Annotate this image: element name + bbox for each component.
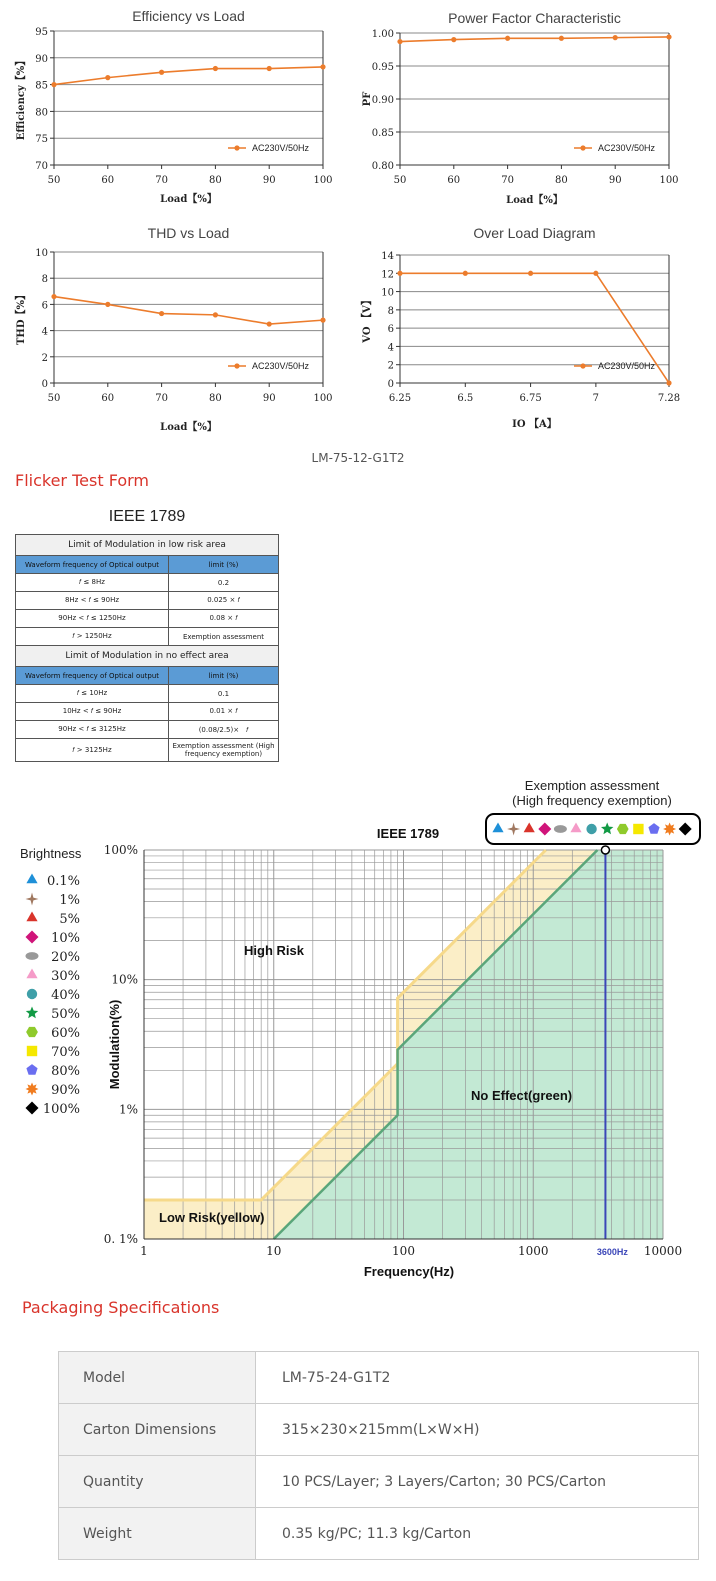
y-axis-label: Efficiency【%】 [16,55,27,141]
brightness-label: 0.1% [46,874,80,889]
data-point [320,318,325,323]
exemption-subtitle: (High frequency exemption) [512,793,672,808]
y-tick-label: 0 [41,379,48,390]
table-cell: 0.025 × 𝑓 [169,592,279,610]
y-axis-label: THD【%】 [16,289,27,346]
brightness-legend [26,874,81,1118]
table-row [59,1404,699,1456]
packaging-section-title: Packaging Specifications [22,1298,220,1317]
flicker-plot-area [104,843,682,1279]
brightness-label: 60% [51,1026,80,1041]
y-tick-label: 10 [35,248,48,259]
row-value: 0.35 kg/PC; 11.3 kg/Carton [256,1508,699,1560]
diamond-marker-icon [26,1102,39,1115]
brightness-label: 1% [59,893,80,908]
x-tick-label: 70 [155,393,168,404]
chart-title: Power Factor Characteristic [448,10,621,26]
brightness-label: 5% [59,912,80,927]
power-factor-chart [362,10,679,206]
x-tick-label: 50 [47,393,61,404]
x-tick-label: 6.5 [457,393,474,404]
y-tick-label: 1% [118,1102,138,1117]
x-tick-label: 90 [262,393,276,404]
y-tick-label: 6 [387,324,394,336]
row-value: 315×230×215mm(L×W×H) [256,1404,699,1456]
y-tick-label: 10% [111,972,138,987]
table-cell: (0.08/2.5)× 𝑓 [169,721,279,739]
ellipse-marker-icon [26,952,39,960]
low-risk-label: Low Risk(yellow) [159,1210,265,1225]
hexagon-marker-icon [26,1027,38,1037]
flicker-chart [0,770,716,1290]
y-tick-label: 2 [387,360,394,372]
x-axis-label: IO 【A】 [512,419,557,430]
x-tick-label: 7.28 [657,393,681,404]
x-tick-label: 100 [313,175,333,186]
no-effect-header: Limit of Modulation in no effect area [16,646,279,667]
table-cell: Exemption assessment (High frequency exemption) [169,739,279,762]
low-risk-header: Limit of Modulation in low risk area [16,535,279,556]
brightness-label: 40% [51,988,80,1003]
x-tick-label: 100 [392,1244,415,1258]
x-tick-label: 80 [555,175,568,186]
y-tick-label: 1.00 [371,29,394,40]
data-point [559,36,564,41]
table-cell: 90Hz < 𝑓 ≤ 3125Hz [16,721,169,739]
table-cell: 0.01 × 𝑓 [169,703,279,721]
efficiency-chart [14,8,333,205]
ieee-limit-table [15,534,279,762]
table-cell: 0.1 [169,685,279,703]
col-frequency-header: Waveform frequency of Optical output [16,667,169,685]
y-tick-label: 75 [35,134,48,146]
legend-label: AC230V/50Hz [598,361,656,371]
data-point [51,294,56,299]
circle-marker-icon [586,824,596,834]
y-tick-label: 0.95 [371,62,394,73]
brightness-title: Brightness [20,846,82,861]
y-tick-label: 95 [35,27,48,38]
x-tick-label: 7 [592,393,600,404]
star8-marker-icon [663,823,676,836]
table-row [59,1456,699,1508]
data-point [213,312,218,317]
y-tick-label: 2 [41,352,48,364]
brightness-label: 100% [42,1102,80,1117]
y-tick-label: 14 [381,251,394,262]
data-point [105,302,110,307]
y-tick-label: 0.85 [371,128,394,139]
table-cell: Exemption assessment [169,628,279,646]
brightness-label: 80% [51,1064,80,1079]
x-tick-label: 70 [155,175,168,186]
star5-marker-icon [26,1007,38,1019]
high-risk-label: High Risk [244,943,304,958]
chart-title: THD vs Load [147,225,230,241]
row-value: 10 PCS/Layer; 3 Layers/Carton; 30 PCS/Carton [256,1456,699,1508]
table-cell: 𝑓 > 1250Hz [16,628,169,646]
table-cell: 90Hz < 𝑓 ≤ 1250Hz [16,610,169,628]
table-cell: 0.08 × 𝑓 [169,610,279,628]
y-tick-label: 4 [41,326,48,338]
data-point [451,37,456,42]
table-cell: 𝑓 ≤ 8Hz [16,574,169,592]
packaging-table [58,1351,699,1560]
exemption-title: Exemption assessment [524,778,660,793]
data-point [320,64,325,69]
table-cell: 𝑓 ≤ 10Hz [16,685,169,703]
brightness-label: 30% [51,969,80,984]
legend-marker [234,363,239,368]
x-tick-label: 10000 [643,1244,683,1258]
x-axis-label: Frequency(Hz) [363,1264,455,1279]
data-point [397,271,402,276]
brightness-label: 90% [51,1083,80,1098]
y-tick-label: 0 [387,379,394,390]
col-limit-header: limit (%) [169,556,279,574]
x-tick-label: 6.25 [388,393,412,404]
data-point [105,75,110,80]
data-point [267,66,272,71]
x-tick-label: 6.75 [519,393,542,404]
row-key: Carton Dimensions [59,1404,256,1456]
y-tick-label: 0. 1% [103,1232,138,1246]
data-point [159,311,164,316]
y-tick-label: 70 [35,161,48,172]
x-tick-label: 80 [209,393,222,404]
row-value: LM-75-24-G1T2 [256,1352,699,1404]
data-point [267,321,272,326]
diamond-marker-icon [26,931,39,944]
square-marker-icon [27,1046,37,1056]
series-line [54,67,323,85]
table-row [59,1352,699,1404]
overload-chart [360,225,680,430]
row-key: Quantity [59,1456,256,1508]
x-tick-label: 1000 [517,1244,549,1258]
model-caption: LM-75-12-G1T2 [311,451,405,465]
pentagon-marker-icon [26,1064,37,1075]
table-cell: 𝑓 > 3125Hz [16,739,169,762]
table-row [59,1508,699,1560]
x-tick-label: 90 [608,175,622,186]
y-tick-label: 4 [387,342,394,354]
square-marker-icon [633,824,643,834]
row-key: Weight [59,1508,256,1560]
frequency-marker-point [601,846,609,854]
data-point [213,66,218,71]
data-point [528,271,533,276]
y-axis-label: Modulation(%) [107,999,122,1090]
data-point [613,35,618,40]
legend-marker [580,145,585,150]
star4-marker-icon [26,893,39,906]
x-tick-label: 1 [140,1244,148,1258]
series-line [400,37,669,42]
col-frequency-header: Waveform frequency of Optical output [16,556,169,574]
table-cell: 10Hz < 𝑓 ≤ 90Hz [16,703,169,721]
flicker-section-title: Flicker Test Form [15,471,149,490]
brightness-label: 50% [51,1007,80,1022]
chart-title: Efficiency vs Load [132,8,245,24]
y-tick-label: 85 [35,80,48,92]
y-tick-label: 10 [381,287,394,299]
y-tick-label: 0.80 [371,161,394,172]
data-point [505,36,510,41]
x-tick-label: 60 [101,175,115,186]
data-point [463,271,468,276]
series-line [54,297,323,325]
legend-label: AC230V/50Hz [252,361,310,371]
brightness-label: 20% [51,950,80,965]
x-tick-label: 50 [393,175,407,186]
legend-marker [234,145,239,150]
x-tick-label: 60 [101,393,115,404]
x-tick-label: 100 [659,175,679,186]
chart-title: Over Load Diagram [473,225,596,241]
star8-marker-icon [26,1083,39,1096]
ellipse-marker-icon [554,825,567,833]
brightness-label: 10% [51,931,80,946]
triangle-marker-icon [26,912,37,922]
y-tick-label: 6 [41,300,48,312]
y-tick-label: 12 [381,269,394,281]
ieee-table-title: IEEE 1789 [108,508,186,525]
triangle-marker-icon [26,874,37,884]
data-point [51,82,56,87]
data-point [666,380,671,385]
y-axis-label: PF [362,91,373,107]
x-axis-label: Load【%】 [160,194,217,205]
x-axis-label: Load【%】 [506,195,563,206]
x-tick-label: 80 [209,175,222,186]
circle-marker-icon [27,989,37,999]
legend-marker [580,363,585,368]
flicker-chart-title: IEEE 1789 [376,826,440,841]
y-tick-label: 8 [387,305,394,317]
brightness-label: 70% [51,1045,80,1060]
data-point [159,70,164,75]
x-axis-label: Load【%】 [160,422,217,433]
col-limit-header: limit (%) [169,667,279,685]
data-point [593,271,598,276]
x-tick-label: 10 [266,1244,282,1258]
x-tick-label: 100 [313,393,333,404]
data-point [397,39,402,44]
y-tick-label: 8 [41,274,48,286]
legend-label: AC230V/50Hz [252,143,310,153]
x-tick-label: 70 [501,175,514,186]
x-tick-label: 50 [47,175,61,186]
thd-chart [14,225,333,433]
y-tick-label: 100% [103,843,138,857]
data-point [666,34,671,39]
y-axis-label: VO 【V】 [362,295,373,343]
x-tick-label: 60 [447,175,461,186]
no-effect-label: No Effect(green) [471,1088,573,1103]
table-cell: 0.2 [169,574,279,592]
y-tick-label: 80 [35,107,48,119]
row-key: Model [59,1352,256,1404]
x-tick-label: 90 [262,175,276,186]
table-cell: 8Hz < 𝑓 ≤ 90Hz [16,592,169,610]
y-tick-label: 0.90 [371,95,394,106]
legend-label: AC230V/50Hz [598,143,656,153]
performance-charts [0,0,716,440]
triangle-marker-icon [26,969,37,979]
frequency-marker-label: 3600Hz [596,1247,628,1257]
y-tick-label: 90 [35,53,48,65]
